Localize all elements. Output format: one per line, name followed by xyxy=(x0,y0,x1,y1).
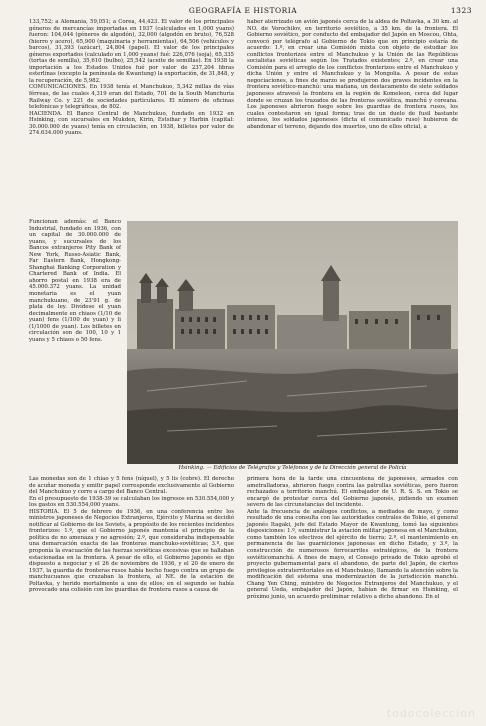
header-title: GEOGRAFÍA E HISTORIA xyxy=(188,6,298,15)
photo-caption: Hsinking. — Edificios de Telégrafos y Teléfonos y de la Dirección general de Policía xyxy=(178,465,407,471)
running-header xyxy=(0,6,486,18)
watermark: todocoleccion xyxy=(386,707,476,720)
paragraph-budget: En el presupuesto de 1938-39 se calculaban los ingresos en 530.554,000 y los gastos en 530.554,000 yuans. xyxy=(29,495,234,509)
paragraph-history: HISTORIA. El 5 de febrero de 1936, en una conferencia entre los ministros japoneses de Negocios Extranjeros, Ejército y Marina se decidió notificar al Gobierno de los Soviets, a propósito de los recientes incidentes fronterizos: 1.º, que el Gobierno japonés mantenía el principio de la política de no amenaza y no agresión; 2.º, que consideraba indispensable una demarcación exacta de las fronteras manchuko-soviéticas; 3.º, que proponía la evacuación de las fuerzas soviéticas excesivas que se hallaban estacionadas en la frontera. A pesar de ello, el Gobierno japonés se dijo dispuesto a negociar y el 26 de noviembre de 1936, y el 20 de enero de 1937, la guardia de fronteras rusos había hecho fuego contra un grupo de manchucuanos que cruzaban la frontera, al NE. de la estación de Poltavka, y herido mortalmente a uno de ellos; en el segundo se había provocado una colisión con los guardias de frontera rusos a causa de xyxy=(29,508,234,594)
right-column-bottom xyxy=(247,476,458,600)
paragraph-itagaki-measures: Ante la frecuencia de análogos conflictos, a mediados de mayo, y como resultado de una consulta con las autoridades centrales de Tokio, el general japonés Itagaki, jefe del Estado Mayor de Kwantung, tomó las siguientes disposiciones: 1.º, suministrar la aviación militar japonesa en el Manchukuo, como también los efectivos del ejército de tierra; 2.º, el mantenimiento en permanencia de las guarniciones japonesas en dicho Estado, y 3.º, la construcción de numerosos ferrocarriles estratégicos, de la frontera soviéticomanchú. A fines de mayo, el Consejo privado de Tokio aprobó el proyecto gubernamental para el abandono, de parte del Japón, de ciertos privilegios extraterritoriales en el Manchukuo, llamando la atención sobre la modificación del sistema una modernización de la jurisdicción manchú. Chang Yen Ching, ministro de Negocios Extranjeros del Manchukuo, y el general Ueda, embajador del Japón, habían de firmar en Hsinking, el próximo junio, un acuerdo preliminar relativo a dicho abandono. En el xyxy=(247,508,458,600)
left-column-top xyxy=(29,19,234,137)
paragraph-communications: COMUNICACIONES. En 1938 tenía el Manchukuo, 5,342 millas de vías férreas, de las cuales 4,319 eran del Estado, 701 de la South Manchuria Railway Co. y 221 de sociedades particulares. El número de oficinas telefónicas y telegráficas, de 802. xyxy=(29,84,234,111)
paragraph-finance: HACIENDA. El Banco Central de Manchukuo, fundado en 1932 en Hsinking, con sucursales en Mukden, Kirin, Estsihar y Harbin (capital: 30.000.000 de yuans) tenía en circulación, en 1938, billetes por valor de 274.634.000 yuans. xyxy=(29,110,234,137)
photo-hsinking-buildings xyxy=(127,221,458,464)
paragraph-banks-currency: Funcionan además: el Banco Industrial, fundado en 1936, con un capital de 30.000.000 de yuans, y sucursales de los Bancos extranjeros Pity Bank of New York, Russo-Asiatic Bank, Far Eastern Bank, Hongkong-Shanghai Banking Corporation y Chartered Bank of India. El ahorro postal en 1938 era de 45.000.372 yuans. La unidad monetaria es el yuan manchukuano, de 23'91 g. de plata de ley. Divídese el yuan decimalmente en chiaos (1/10 de yuan) fens (1/100 de yuan) y li (1/1000 de yuan). Los billetes en circulación son de 100, 10 y 1 yuans y 5 chiaos o 50 fens. xyxy=(29,219,121,343)
paragraph-coins: Las monedas son de 1 chiao y 5 fens (níquel), y 5 lis (cobre). El derecho de acuñar moneda y emitir papel corresponde exclusivamente al Gobierno del Manchukuo y corre a cargo del Banco Central. xyxy=(29,476,234,496)
page-number: 1323 xyxy=(450,6,472,15)
paragraph-border-incident: haber aterrizado un avión japonés cerca de la aldea de Poltavka, a 30 km. al NO. de Vorochilov, en territorio soviético, a 35 km. de la frontera. El Gobierno soviético, por conducto del embajador del Japón en Moscou, Ohta, convocó por telégrafo al Gobierno de Tokio que en principio estaría de acuerdo: 1.º, en crear una Comisión mixta con objeto de estudiar los conflictos fronterizos entre el Manchukuo y la Unión de las Repúblicas socialistas soviéticas según los Tratados existentes; 2.º, en crear una Comisión para el arreglo de los conflictos fronterizos entre el Manchukuo y dicha Unión y entre el Manchukuo y la Mongolia. A pesar de estas negociaciones, a fines de marzo se produjeron dos graves incidentes en la frontera soviético-manchú: una mañana, un destacamento de siete soldados japoneses atravesó la frontera en la región de Komeleon, cerca del lugar donde se cruzan los trazados de las fronteras soviética, manchú y coreana. Los japoneses abrieron fuego sobre los guardias de frontera rusos, los cuales contestaron en igual forma; tras de un duelo de fusil bastante intenso, los soldados japoneses (dicta el comunicado ruso) hubieron de abandonar el terreno, dejando dos muertos, uno de ellos oficial, a xyxy=(247,19,458,130)
paragraph-trade: 133,752; a Alemania, 59,051; a Corea, 44,423. El valor de los principales géneros de mercancías importadas en 1937 (calculados en 1,000 yuans) fueron: 104,044 (géneros de algodón), 32,000 (algodón en bruto), 76,528 (hierro y acero), 65,900 (maquinaria y herramientas), 64,506 (vehículos y barcos), 31,393 (azúcar), 24,804 (papel). El valor de los principales géneros exportados (calculado en 1,000 yuans) fué: 226,076 (soja), 65,335 (tortas de semilla), 35,610 (bulbo), 25,542 (aceite de semillas). En 1938 la importación a los Estados Unidos fué por valor de 237,204 libras esterlinas (excepto la península de Kwantung) la exportación, de 31,848, y la recuperación, de 5,982. xyxy=(29,19,234,84)
narrow-column xyxy=(29,219,121,343)
right-column-top xyxy=(247,19,458,130)
paragraph-japanese-attack: primera hora de la tarde una cincuentena de japoneses, armados con ametralladoras, abrieron fuego contra las patrullas soviéticas, pero fueron rechazados a territorio manchú. El embajador de U. R. S. S. en Tokio se encargó de protestar cerca del Gobierno japonés, pidiendo un examen severo de las circunstancias del incidente. xyxy=(247,476,458,509)
left-column-bottom xyxy=(29,476,234,594)
